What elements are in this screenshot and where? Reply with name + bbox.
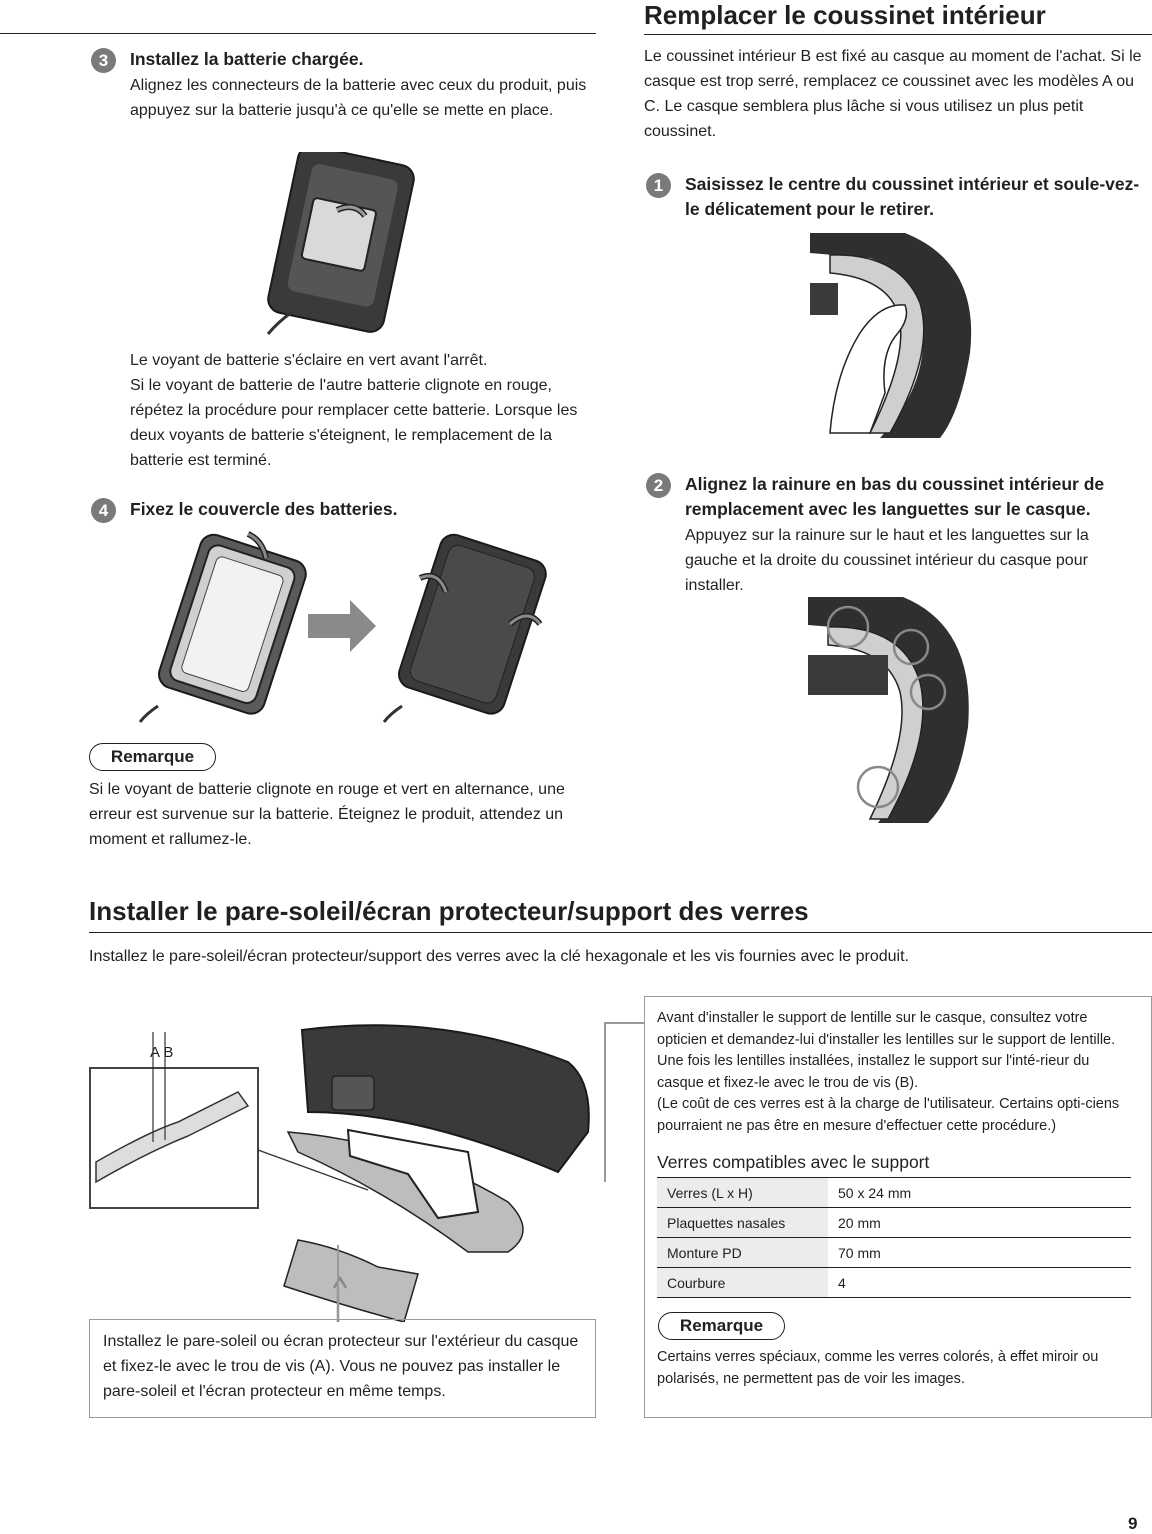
callout-line-b [604,1022,644,1024]
right-title-rule [644,34,1152,35]
step-3-badge: 3 [91,48,116,73]
compatible-lenses-title: Verres compatibles avec le support [657,1152,930,1172]
battery-cover-illustration [138,528,558,723]
step-4-title: Fixez le couvercle des batteries. [130,499,398,519]
bottom-title-rule [89,932,1152,933]
step-2-title: Alignez la rainure en bas du coussinet intérieur de remplacement avec les languettes sur le casque. [685,474,1105,519]
battery-insert-illustration [262,152,422,337]
remark-badge-left: Remarque [89,743,216,771]
step-1-badge: 1 [646,173,671,198]
table-row [657,1268,1131,1298]
remark-text-right: Certains verres spéciaux, comme les verres colorés, à effet miroir ou polarisés, ne permettent pas de voir les images. [657,1349,1099,1387]
compatible-lenses-table [657,1178,1131,1298]
step-1-title: Saisissez le centre du coussinet intérieur et soule-vez-le délicatement pour le retirer. [685,174,1140,219]
step-3-text: Alignez les connecteurs de la batterie avec ceux du produit, puis appuyez sur la batterie jusqu'à ce qu'elle se mette en place. [130,77,587,119]
step-3-after-text-2: Si le voyant de batterie de l'autre batterie clignote en rouge, répétez la procédure pour remplacer cette batterie. Lorsque les deux voyants de batterie s'éteignent, le remplacement de la batterie est terminé. [130,377,578,469]
step-4-badge: 4 [91,498,116,523]
table-row-label: Courbure [657,1268,828,1298]
cushion-removal-illustration [810,233,980,438]
lens-holder-cost-note: (Le coût de ces verres est à la charge de l'utilisateur. Certains opti-ciens pourraient ne pas être en mesure d'effectuer cette procédure.) [657,1096,1120,1134]
table-row [657,1208,1131,1238]
table-row-value: 70 mm [828,1238,1131,1268]
table-row [657,1178,1131,1208]
bottom-intro-text: Installez le pare-soleil/écran protecteur/support des verres avec la clé hexagonale et les vis fournies avec le produit. [89,948,909,965]
cushion-install-illustration [808,597,976,823]
step-2-text: Appuyez sur la rainure sur le haut et les languettes sur la gauche et la droite du coussinet intérieur du casque pour installer. [685,527,1089,594]
right-intro-text: Le coussinet intérieur B est fixé au casque au moment de l'achat. Si le casque est trop serré, remplacez ce coussinet avec les modèles A ou C. Le casque semblera plus lâche si vous utilisez un plus petit coussinet. [644,48,1142,140]
page-number: 9 [1128,1514,1138,1533]
headset-illustration [88,1022,608,1322]
step-2-badge: 2 [646,473,671,498]
right-section-title: Remplacer le coussinet intérieur [644,0,1046,30]
table-row [657,1238,1131,1268]
table-row-value: 50 x 24 mm [828,1178,1131,1208]
callout-line-a [337,1245,339,1320]
table-row-value: 4 [828,1268,1131,1298]
step-3-title: Installez la batterie chargée. [130,49,364,69]
callout-line-b-vertical [604,1022,606,1182]
bottom-section-title: Installer le pare-soleil/écran protecteur/support des verres [89,896,809,926]
table-row-value: 20 mm [828,1208,1131,1238]
remark-badge-right: Remarque [658,1312,785,1340]
lens-holder-info-text: Avant d'installer le support de lentille sur le casque, consultez votre opticien et demandez-lui d'installer les lentilles sur le support de lentille. Une fois les lentilles installées, installez le support sur l'inté-rieur du casque et fixez-le avec le trou de vis (B). [657,1010,1116,1091]
remark-text-left: Si le voyant de batterie clignote en rouge et vert en alternance, une erreur est survenue sur la batterie. Éteignez le produit, attendez un moment et rallumez-le. [89,781,565,848]
callout-labels-a-b: A B [150,1044,174,1061]
table-row-label: Verres (L x H) [657,1178,828,1208]
top-left-rule [0,33,596,34]
table-row-label: Monture PD [657,1238,828,1268]
sunshade-info-text: Installez le pare-soleil ou écran protecteur sur l'extérieur du casque et fixez-le avec le trou de vis (A). Vous ne pouvez pas installer le pare-soleil et l'écran protecteur en même temps. [103,1333,579,1400]
step-3-after-text-1: Le voyant de batterie s'éclaire en vert avant l'arrêt. [130,352,488,369]
table-row-label: Plaquettes nasales [657,1208,828,1238]
